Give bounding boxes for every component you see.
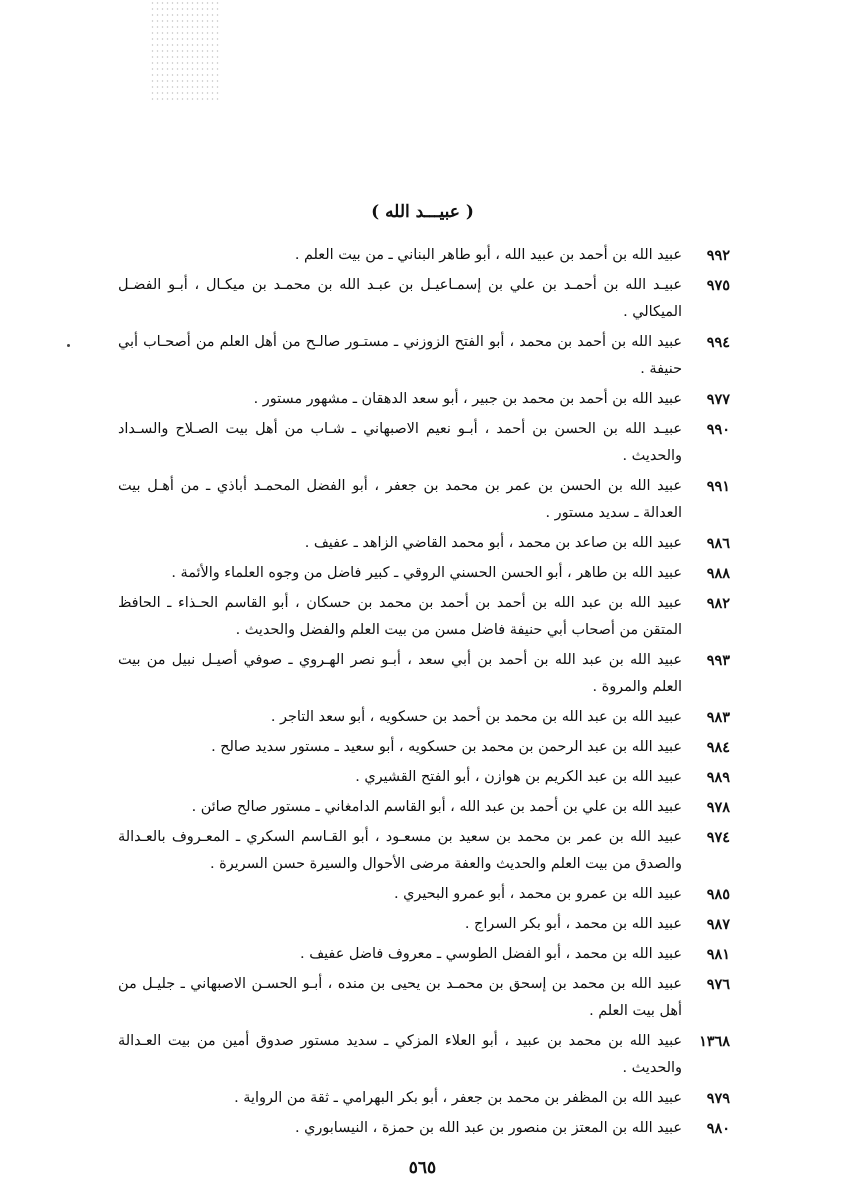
entry: [118, 560, 730, 587]
entry-number: ٩٨٨: [706, 565, 730, 582]
entry-text: عبيد الله بن طاهر ، أبو الحسن الحسني الروقي ـ كبير فاضل من وجوه العلماء والأئمة .: [171, 565, 682, 581]
entry-text: عبيـد الله بن الحسن بن أحمد ، أبـو نعيم الاصبهاني ـ شـاب من أهل بيت الصـلاح والسـداد والحديث .: [118, 421, 682, 464]
entry: [118, 1085, 730, 1112]
entry-text: عبيد الله بن عبد الكريم بن هوازن ، أبو الفتح القشيري .: [355, 769, 682, 785]
entry-number: ٩٩١: [706, 478, 730, 495]
entry-number: ٩٨٦: [706, 535, 730, 552]
entry-number: ٩٨٧: [706, 916, 730, 933]
entry-number: ٩٧٧: [706, 391, 730, 408]
entry: [118, 881, 730, 908]
entry: [118, 1028, 730, 1082]
entry-text: عبيد الله بن أحمد بن محمد بن جبير ، أبو سعد الدهقان ـ مشهور مستور .: [253, 391, 682, 407]
entry: [118, 329, 730, 383]
entry-number: ٩٨١: [706, 946, 730, 963]
entry-text: عبيد الله بن المعتز بن منصور بن عبد الله بن حمزة ، النيسابوري .: [294, 1120, 682, 1136]
entry-number: ٩٩٠: [706, 421, 730, 438]
entry-number: ٩٨٥: [706, 886, 730, 903]
entry-number: ٩٧٨: [706, 799, 730, 816]
entry-number: ٩٨٠: [706, 1120, 730, 1137]
entry-text: عبيد الله بن محمد بن عبيد ، أبو العلاء المزكي ـ سديد مستور صدوق أمين من بيت العـدالة والحديث .: [118, 1033, 682, 1076]
entry-number: ٩٧٩: [706, 1090, 730, 1107]
scan-dot: [67, 344, 70, 347]
entry-text: عبيـد الله بن أحمـد بن علي بن إسمـاعيـل بن عبـد الله بن محمـد بن ميكـال ، أبـو الفضـل الميكالي .: [118, 277, 682, 320]
entry-number: ٩٧٦: [706, 976, 730, 993]
entry-list: [118, 242, 730, 1145]
entry-text: عبيد الله بن محمد ، أبو الفضل الطوسي ـ معروف فاضل عفيف .: [300, 946, 682, 962]
entry-text: عبيد الله بن محمد ، أبو بكر السراج .: [464, 916, 682, 932]
entry-text: عبيد الله بن أحمد بن عبيد الله ، أبو طاهر البناني ـ من بيت العلم .: [294, 247, 682, 263]
entry-number: ٩٨٩: [706, 769, 730, 786]
entry: [118, 590, 730, 644]
entry-number: ٩٩٢: [706, 247, 730, 264]
entry-number: ٩٨٢: [706, 595, 730, 612]
entry-text: عبيد الله بن علي بن أحمد بن عبد الله ، أبو القاسم الدامغاني ـ مستور صالح صائن .: [191, 799, 682, 815]
entry-number: ٩٩٣: [706, 652, 730, 669]
entry: [118, 971, 730, 1025]
entry: [118, 416, 730, 470]
entry-text: عبيد الله بن المظفر بن محمد بن جعفر ، أبو بكر البهرامي ـ ثقة من الرواية .: [234, 1090, 682, 1106]
scan-speckle: [150, 0, 220, 100]
entry-text: عبيد الله بن صاعد بن محمد ، أبو محمد القاضي الزاهد ـ عفيف .: [304, 535, 682, 551]
entry-number: ٩٧٤: [706, 829, 730, 846]
entry: [118, 704, 730, 731]
entry-text: عبيد الله بن عبد الله بن أحمد بن أحمد بن محمد بن حسكان ، أبو القاسم الحـذاء ـ الحافظ المتقن من أصحاب أبي حنيفة فاضل مسن من بيت العلم والفضل والحديث .: [118, 595, 682, 638]
entry-number: ٩٩٤: [706, 334, 730, 351]
entry: [118, 941, 730, 968]
entry: [118, 386, 730, 413]
entry: [118, 242, 730, 269]
entry: [118, 473, 730, 527]
entry: [118, 530, 730, 557]
entry: [118, 272, 730, 326]
entry-text: عبيد الله بن محمد بن إسحق بن محمـد بن يحيى بن منده ، أبـو الحسـن الاصبهاني ـ جليـل من أهل بيت العلم .: [118, 976, 682, 1019]
entry-text: عبيد الله بن عبد الله بن أحمد بن أبي سعد ، أبـو نصر الهـروي ـ صوفي أصيـل نبيل من بيت العلم والمروة .: [118, 652, 682, 695]
section-title: ( عبيـــد الله ): [371, 202, 474, 222]
entry: [118, 764, 730, 791]
entry-text: عبيد الله بن عبد الرحمن بن محمد بن حسكويه ، أبو سعيد ـ مستور سديد صالح .: [211, 739, 682, 755]
page-number: ٥٦٥: [408, 1158, 437, 1178]
entry-text: عبيد الله بن عبد الله بن محمد بن أحمد بن حسكويه ، أبو سعد التاجر .: [270, 709, 682, 725]
entry-number: ٩٨٤: [706, 739, 730, 756]
entry-text: عبيد الله بن عمر بن محمد بن سعيد بن مسعـود ، أبو القـاسم السكري ـ المعـروف بالعـدالة والصدق من بيت العلم والحديث والعفة مرضى الأحوال والسيرة حسن السريرة .: [118, 829, 682, 872]
entry-text: عبيد الله بن الحسن بن عمر بن محمد بن جعفر ، أبو الفضل المحمـد أباذي ـ من أهـل بيت العدالة ـ سديد مستور .: [118, 478, 682, 521]
entry-text: عبيد الله بن عمرو بن محمد ، أبو عمرو البحيري .: [393, 886, 682, 902]
entry-text: عبيد الله بن أحمد بن محمد ، أبو الفتح الزوزني ـ مستـور صالـح من أهل العلم من أصحـاب أبي حنيفة .: [118, 334, 682, 377]
entry: [118, 911, 730, 938]
entry-number: ١٣٦٨: [699, 1033, 730, 1050]
entry: [118, 794, 730, 821]
entry: [118, 824, 730, 878]
entry-number: ٩٧٥: [706, 277, 730, 294]
entry-number: ٩٨٣: [706, 709, 730, 726]
entry: [118, 647, 730, 701]
entry: [118, 1115, 730, 1142]
entry: [118, 734, 730, 761]
